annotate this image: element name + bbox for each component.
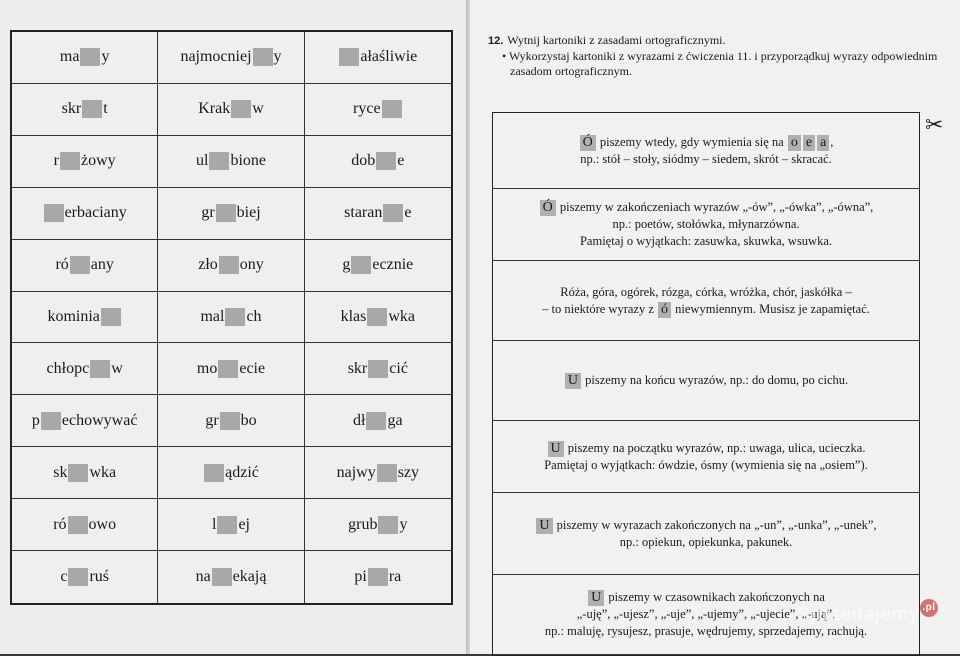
card-o-endings[interactable]: Ó piszemy w zakończeniach wyrazów „-ów”, „-ówka”, „-ówna”, np.: poetów, stołówka, młynarzówna. Pamiętaj o wyjątkach: zasuwka, skuwka, wsuwka. <box>493 189 919 261</box>
word-cell: sk wka <box>12 447 158 499</box>
task-instructions: 12. Wytnij kartoniki z zasadami ortograficznymi. • Wykorzystaj kartoniki z wyrazami z ćwiczenia 11. i przyporządkuj wyrazy odpowiednim zasadom ortograficznym. <box>488 33 938 78</box>
word-cell: zło ony <box>158 240 304 292</box>
word-cell: ma y <box>12 32 158 84</box>
word-cell: najwy szy <box>305 447 451 499</box>
blank-gap <box>225 308 245 326</box>
word-cell: p echowywać <box>12 395 158 447</box>
word-cell: gr bo <box>158 395 304 447</box>
word-cell: skr t <box>12 84 158 136</box>
word-cell: klas wka <box>305 292 451 344</box>
letter-highlight: Ó <box>580 135 596 151</box>
watermark: Sprzedajemy .pl <box>797 604 938 627</box>
word-cell: grub y <box>305 499 451 551</box>
word-cell: ałaśliwie <box>305 32 451 84</box>
blank-gap <box>368 360 388 378</box>
scissors-icon: ✂ <box>925 112 944 137</box>
blank-gap <box>68 516 88 534</box>
blank-gap <box>377 464 397 482</box>
blank-gap <box>366 412 386 430</box>
blank-gap <box>231 100 251 118</box>
word-cell: dob e <box>305 136 451 188</box>
blank-gap <box>253 48 273 66</box>
word-grid <box>10 30 453 605</box>
word-cell: gr biej <box>158 188 304 240</box>
word-cell: ądzić <box>158 447 304 499</box>
card-o-exchange[interactable]: Ó piszemy wtedy, gdy wymienia się na o e a , np.: stół – stoły, siódmy – siedem, skrót – skracać. <box>493 113 919 189</box>
blank-gap <box>376 152 396 170</box>
word-cell: dł ga <box>305 395 451 447</box>
blank-gap <box>44 204 64 222</box>
word-cell: ryce <box>305 84 451 136</box>
rule-cards <box>492 112 920 656</box>
task-number: 12. <box>488 35 504 47</box>
word-cell: l ej <box>158 499 304 551</box>
blank-gap <box>204 464 224 482</box>
blank-gap <box>68 464 88 482</box>
card-u-un[interactable]: U piszemy w wyrazach zakończonych na „-un”, „-unka”, „-unek”, np.: opiekun, opiekunka, pakunek. <box>493 493 919 575</box>
blank-gap <box>218 360 238 378</box>
card-u-start[interactable]: U piszemy na początku wyrazów, np.: uwaga, ulica, ucieczka. Pamiętaj o wyjątkach: ówdzie, ósmy (wymienia się na „osiem”). <box>493 421 919 493</box>
word-cell: na ekają <box>158 551 304 603</box>
word-cell: najmocniej y <box>158 32 304 84</box>
card-u-verbs[interactable]: U piszemy w czasownikach zakończonych na „-uję”, „-ujesz”, „-uje”, „-ujemy”, „-ujecie”, „-ują”, np.: maluję, rysujesz, prasuje, wędrujemy, sprzedajemy, rachują. <box>544 590 868 638</box>
task-title: Wytnij kartoniki z zasadami ortograficznymi. <box>507 33 726 47</box>
blank-gap <box>41 412 61 430</box>
word-cell: pi ra <box>354 568 402 586</box>
word-cell: c ruś <box>12 551 158 603</box>
blank-gap <box>68 568 88 586</box>
word-cell: staran e <box>305 188 451 240</box>
word-cell: skr cić <box>305 343 451 395</box>
blank-gap <box>351 256 371 274</box>
blank-gap <box>367 308 387 326</box>
word-cell: ul bione <box>158 136 304 188</box>
blank-gap <box>80 48 100 66</box>
blank-gap <box>219 256 239 274</box>
word-cell: Krak w <box>158 84 304 136</box>
left-page <box>0 0 468 654</box>
blank-gap <box>101 308 121 326</box>
blank-gap <box>82 100 102 118</box>
card-o-memorize[interactable]: Róża, góra, ogórek, rózga, córka, wróżka, chór, jaskółka – – to niektóre wyrazy z ó niewymiennym. Musisz je zapamiętać. <box>493 261 919 341</box>
blank-gap <box>209 152 229 170</box>
blank-gap <box>216 204 236 222</box>
blank-gap <box>70 256 90 274</box>
blank-gap <box>212 568 232 586</box>
blank-gap <box>383 204 403 222</box>
blank-gap <box>60 152 80 170</box>
word-cell: ró owo <box>12 499 158 551</box>
word-cell: erbaciany <box>12 188 158 240</box>
blank-gap <box>368 568 388 586</box>
word-cell: chłopc w <box>12 343 158 395</box>
blank-gap <box>217 516 237 534</box>
word-cell: r żowy <box>12 136 158 188</box>
word-cell: ró any <box>12 240 158 292</box>
word-cell: mo ecie <box>158 343 304 395</box>
word-cell: kominia <box>12 292 158 344</box>
blank-gap <box>220 412 240 430</box>
blank-gap <box>90 360 110 378</box>
blank-gap <box>382 100 402 118</box>
blank-gap <box>339 48 359 66</box>
right-page <box>470 0 960 654</box>
blank-gap <box>378 516 398 534</box>
word-cell: g ecznie <box>305 240 451 292</box>
word-cell: mal ch <box>158 292 304 344</box>
task-bullet: Wykorzystaj kartoniki z wyrazami z ćwiczenia 11. i przyporządkuj wyrazy odpowiednim zasadom ortograficznym. <box>508 49 938 78</box>
card-u-end[interactable]: U piszemy na końcu wyrazów, np.: do domu, po cichu. <box>493 341 919 421</box>
